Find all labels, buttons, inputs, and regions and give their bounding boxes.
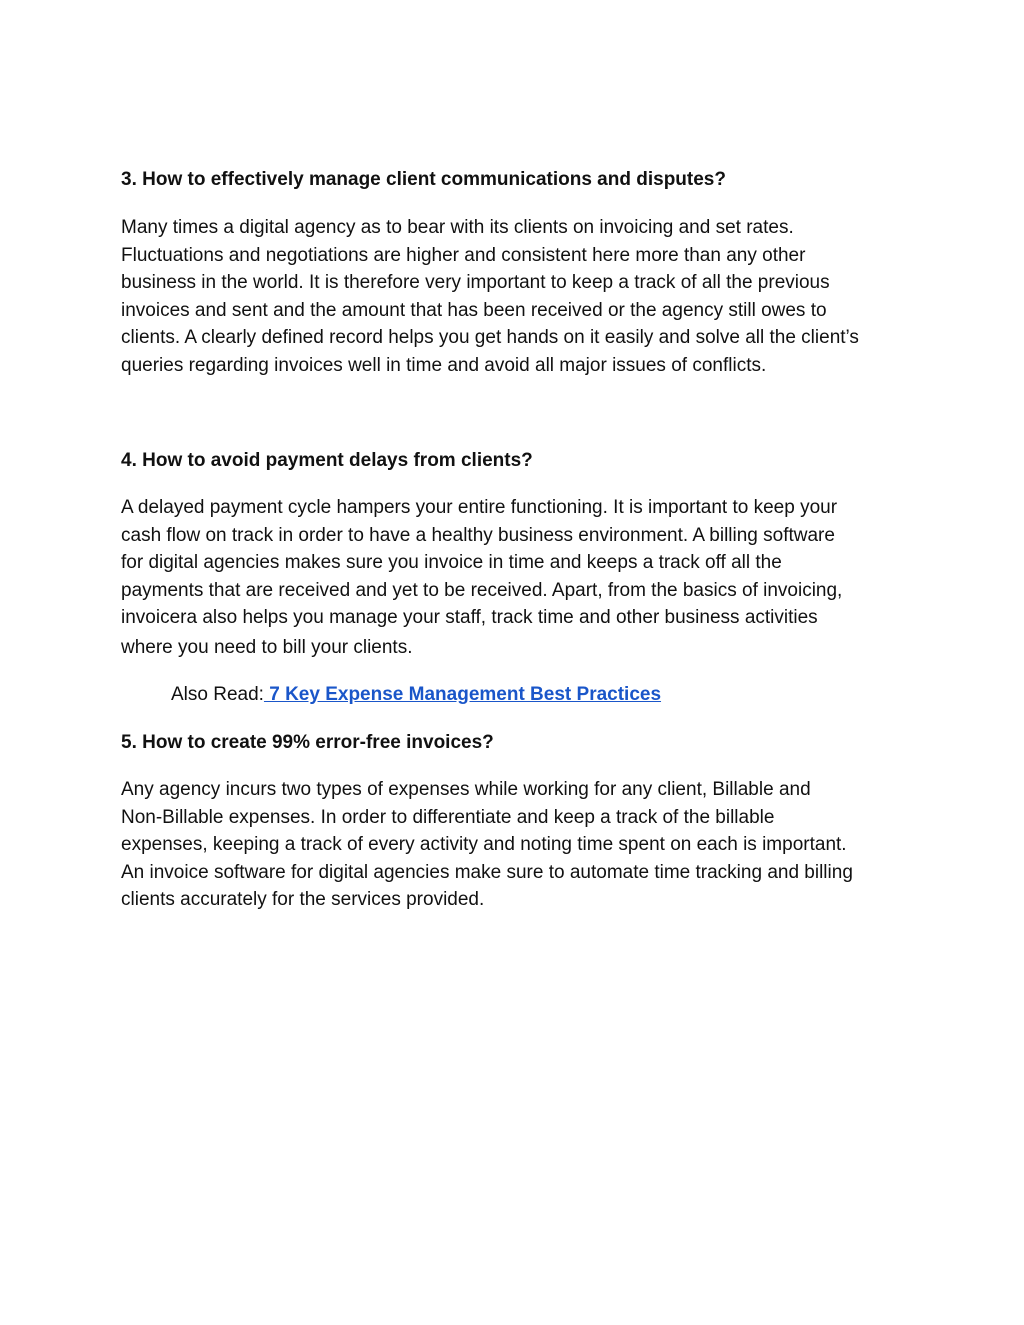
section-3-paragraph xyxy=(121,214,911,380)
paragraph-line: payments that are received and yet to be received. Apart, from the basics of invoicing, xyxy=(121,579,843,601)
paragraph-line: clients accurately for the services provided. xyxy=(121,889,485,911)
paragraph-line: invoices and sent and the amount that has been received or the agency still owes to xyxy=(121,299,827,321)
section-3-heading: 3. How to effectively manage client communications and disputes? xyxy=(121,169,726,190)
paragraph-line: expenses, keeping a track of every activity and noting time spent on each is important. xyxy=(121,834,847,856)
paragraph-line: cash flow on track in order to have a healthy business environment. A billing software xyxy=(121,524,835,546)
section-4 xyxy=(121,449,911,473)
paragraph-line: queries regarding invoices well in time and avoid all major issues of conflicts. xyxy=(121,354,767,376)
paragraph-line: Any agency incurs two types of expenses while working for any client, Billable and xyxy=(121,779,811,800)
paragraph-line: clients. A clearly defined record helps you get hands on it easily and solve all the client’s xyxy=(121,327,859,349)
section-5 xyxy=(121,731,911,755)
paragraph-line: business in the world. It is therefore very important to keep a track of all the previous xyxy=(121,272,830,294)
paragraph-line: Many times a digital agency as to bear with its clients on invoicing and set rates. xyxy=(121,217,794,238)
paragraph-line: for digital agencies makes sure you invoice in time and keeps a track off all the xyxy=(121,552,782,574)
section-3-body xyxy=(121,214,911,380)
section-5-body xyxy=(121,776,911,914)
paragraph-line: Non-Billable expenses. In order to differentiate and keep a track of the billable xyxy=(121,806,775,828)
paragraph-line: An invoice software for digital agencies make sure to automate time tracking and billing xyxy=(121,861,853,883)
paragraph-line: A delayed payment cycle hampers your entire functioning. It is important to keep your xyxy=(121,497,838,518)
paragraph-line: Fluctuations and negotiations are higher and consistent here more than any other xyxy=(121,244,806,266)
section-4-heading: 4. How to avoid payment delays from clients? xyxy=(121,450,533,471)
section-5-heading: 5. How to create 99% error-free invoices? xyxy=(121,732,494,753)
paragraph-line: where you need to bill your clients. xyxy=(121,636,413,658)
also-read-link[interactable]: 7 Key Expense Management Best Practices xyxy=(263,684,662,705)
section-4-paragraph xyxy=(121,494,911,662)
also-read-label: Also Read: xyxy=(171,684,264,705)
section-5-paragraph xyxy=(121,776,911,914)
section-4-body xyxy=(121,494,911,662)
also-read xyxy=(171,683,661,707)
section-3 xyxy=(121,168,911,192)
paragraph-line: invoicera also helps you manage your staff, track time and other business activities xyxy=(121,607,818,629)
